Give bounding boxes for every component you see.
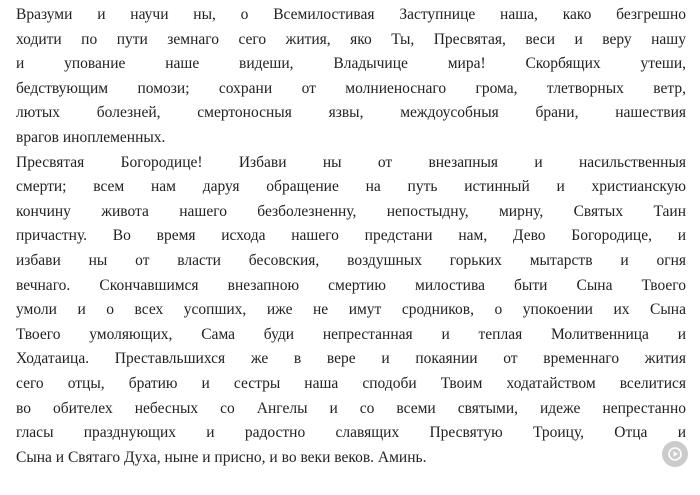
- text-line: причастну. Во время исхода нашего предстани нам, Дево Богородице, и: [16, 227, 686, 245]
- watermark-logo-icon: [662, 441, 688, 467]
- text-line: врагов иноплеменных.: [16, 128, 166, 146]
- paragraph-2: [16, 151, 686, 471]
- text-line: Твоего умоляющих, Сама буди непрестанная и теплая Молитвенница и: [16, 325, 686, 343]
- paragraph-1: [16, 3, 686, 151]
- text-line: лютых болезней, смертоносныя язвы, междоусобныя брани, нашествия: [16, 104, 686, 122]
- playback-logo-icon: [667, 446, 683, 462]
- text-line: Вразуми и научи ны, о Всемилостивая Заступнице наша, како безгрешно: [16, 6, 686, 23]
- text-line: вечнаго. Скончавшимся внезапною смертию милостива быти Сына Твоего: [16, 276, 686, 294]
- text-line: избави ны от власти бесовския, воздушных горьких мытарств и огня: [16, 251, 686, 269]
- text-line: гласы празднующих и радостно славящих Пресвятую Троицу, Отца и: [16, 424, 686, 442]
- text-line: Пресвятая Богородице! Избави ны от внезапныя и насильственныя: [16, 153, 686, 171]
- text-line: ходити по пути земнаго сего жития, яко Ты, Пресвятая, веси и веру нашу: [16, 30, 686, 48]
- text-line: во обителех небесных со Ангелы и со всеми святыми, идеже непрестанно: [16, 399, 686, 417]
- text-line: Ходатаица. Преставльшихся же в вере и покаянии от временнаго жития: [16, 350, 686, 368]
- text-line: сего отцы, братию и сестры наша сподоби Твоим ходатайством вселитися: [16, 374, 686, 392]
- text-line: Сына и Святаго Духа, ныне и присно, и во веки веков. Аминь.: [16, 448, 427, 466]
- text-line: и упование наше видеши, Владычице мира! Скорбящих утеши,: [16, 55, 686, 73]
- text-line: бедствующим помози; сохрани от молниеноснаго грома, тлетворных ветр,: [16, 79, 686, 97]
- text-line: смерти; всем нам даруя обращение на путь истинный и христианскую: [16, 178, 686, 196]
- text-line: умоли и о всех усопших, иже не имут сродников, о упокоении их Сына: [16, 301, 686, 319]
- text-line: кончину живота нашего безболезненну, непостыдну, мирну, Святых Таин: [16, 202, 686, 220]
